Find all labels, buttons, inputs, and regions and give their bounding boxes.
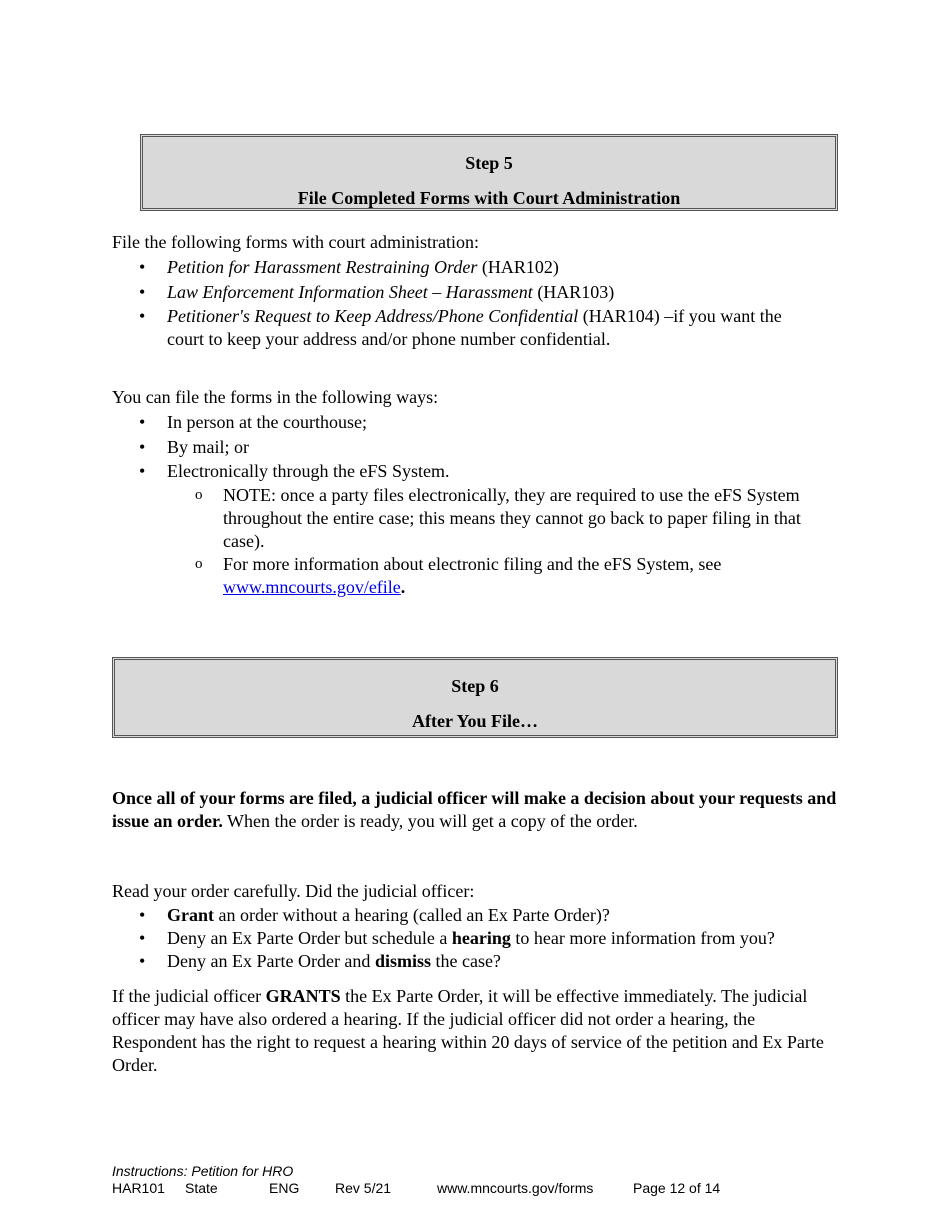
more-info-text: For more information about electronic filing and the eFS System, see bbox=[223, 554, 722, 574]
hearing-rest: to hear more information from you? bbox=[510, 928, 775, 948]
grant-rest: an order without a hearing (called an Ex Parte Order)? bbox=[214, 905, 610, 925]
footer-doc-title: Instructions: Petition for HRO bbox=[112, 1163, 294, 1179]
filing-intro: You can file the forms in the following ways: bbox=[112, 387, 439, 407]
after-file-paragraph bbox=[112, 787, 842, 833]
after-file-bold: Once all of your forms are filed, a judicial officer will make a decision about your requests and issue an order. bbox=[112, 788, 837, 831]
hearing-word: hearing bbox=[451, 928, 511, 948]
list-item bbox=[167, 950, 501, 973]
footer-revision: Rev 5/21 bbox=[335, 1180, 392, 1196]
form-code: (HAR102) bbox=[477, 257, 559, 277]
form-title: Law Enforcement Information Sheet – Harassment bbox=[167, 282, 533, 302]
list-item: • By mail; or bbox=[167, 436, 249, 459]
footer-form-code: HAR101 bbox=[112, 1180, 165, 1196]
list-item bbox=[167, 305, 817, 351]
list-item bbox=[167, 256, 817, 279]
step6-subtitle: After You File… bbox=[412, 711, 538, 731]
after-file-rest: When the order is ready, you will get a copy of the order. bbox=[222, 811, 638, 831]
efile-link[interactable]: www.mncourts.gov/efile bbox=[223, 577, 401, 597]
forms-intro: File the following forms with court administration: bbox=[112, 232, 479, 252]
dismiss-rest: the case? bbox=[430, 951, 501, 971]
dismiss-word: dismiss bbox=[374, 951, 431, 971]
link-suffix: . bbox=[400, 577, 406, 597]
list-item: • Electronically through the eFS System. bbox=[167, 460, 449, 483]
read-order-intro: Read your order carefully. Did the judicial officer: bbox=[112, 881, 475, 901]
footer-language: ENG bbox=[269, 1180, 300, 1196]
list-item bbox=[167, 927, 775, 950]
step6-title: Step 6 bbox=[451, 676, 499, 696]
dismiss-pre: Deny an Ex Parte Order and bbox=[167, 951, 375, 971]
footer-page: Page 12 of 14 bbox=[633, 1180, 721, 1196]
form-code: (HAR103) bbox=[532, 282, 615, 302]
grants-pre: If the judicial officer bbox=[112, 986, 266, 1006]
footer bbox=[112, 1163, 812, 1203]
grant-word: Grant bbox=[167, 905, 214, 925]
grants-word: GRANTS bbox=[265, 986, 341, 1006]
list-item: • In person at the courthouse; bbox=[167, 411, 367, 434]
efs-more-info bbox=[223, 553, 833, 599]
grants-rest: the Ex Parte Order, it will be effective immediately. The judicial officer may have also ordered a hearing. If the judicial officer did not order a hearing, the Respondent has the right to request a hearing within 20 days of service of the petition and Ex Parte Order. bbox=[112, 986, 824, 1075]
step5-title: Step 5 bbox=[465, 153, 513, 173]
list-item bbox=[167, 281, 817, 304]
form-code: (HAR104) –if you want the court to keep your address and/or phone number confidential. bbox=[167, 306, 782, 349]
step6-header-box bbox=[112, 657, 838, 738]
list-item bbox=[167, 904, 610, 927]
footer-website: www.mncourts.gov/forms bbox=[437, 1180, 594, 1196]
efs-note: o NOTE: once a party files electronically, they are required to use the eFS System throughout the entire case; this means they cannot go back to paper filing in that case). bbox=[223, 484, 833, 553]
hearing-pre: Deny an Ex Parte Order but schedule a bbox=[167, 928, 452, 948]
step5-subtitle: File Completed Forms with Court Administration bbox=[297, 188, 681, 208]
form-title: Petitioner's Request to Keep Address/Phone Confidential bbox=[167, 306, 579, 326]
grants-paragraph bbox=[112, 985, 840, 1077]
form-title: Petition for Harassment Restraining Order bbox=[167, 257, 478, 277]
step5-header-box bbox=[140, 134, 838, 211]
footer-jurisdiction: State bbox=[185, 1180, 218, 1196]
